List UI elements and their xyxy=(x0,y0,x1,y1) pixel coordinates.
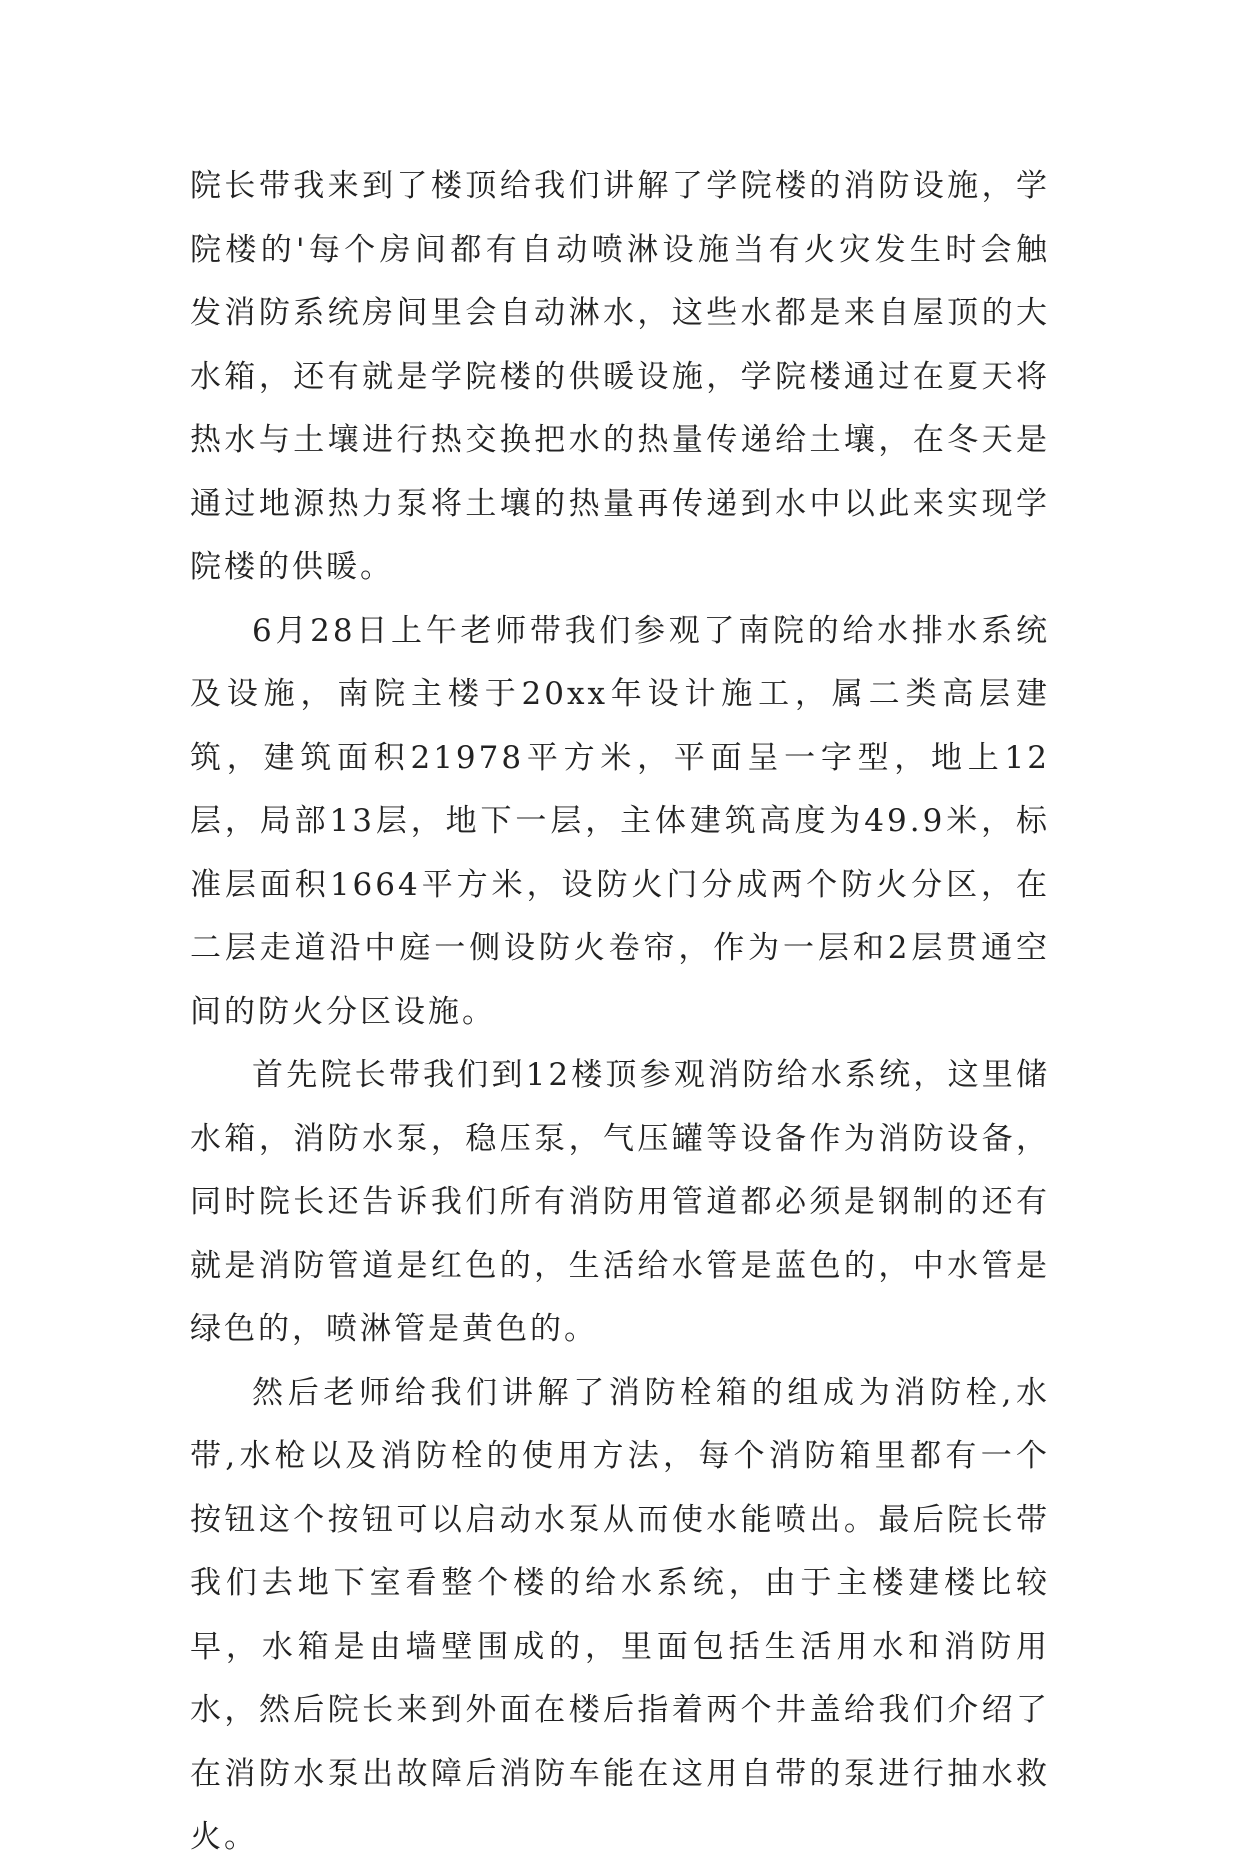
paragraph-fire-water-system: 首先院长带我们到12楼顶参观消防给水系统，这里储水箱，消防水泵，稳压泵，气压罐等设备作为消防设备，同时院长还告诉我们所有消防用管道都必须是钢制的还有就是消防管道是红色的，生活给水管是蓝色的，中水管是绿色的，喷淋管是黄色的。 xyxy=(190,1057,1050,1347)
document-body xyxy=(190,155,1050,1870)
paragraph-fire-facilities: 院长带我来到了楼顶给我们讲解了学院楼的消防设施，学院楼的'每个房间都有自动喷淋设施当有火灾发生时会触发消防系统房间里会自动淋水，这些水都是来自屋顶的大水箱，还有就是学院楼的供暖设施，学院楼通过在夏天将热水与土壤进行热交换把水的热量传递给土壤，在冬天是通过地源热力泵将土壤的热量再传递到水中以此来实现学院楼的供暖。 xyxy=(190,168,1050,585)
paragraph-hydrant-box: 然后老师给我们讲解了消防栓箱的组成为消防栓,水带,水枪以及消防栓的使用方法，每个消防箱里都有一个按钮这个按钮可以启动水泵从而使水能喷出。最后院长带我们去地下室看整个楼的给水系统，由于主楼建楼比较早，水箱是由墙壁围成的，里面包括生活用水和消防用水，然后院长来到外面在楼后指着两个井盖给我们介绍了在消防水泵出故障后消防车能在这用自带的泵进行抽水救火。 xyxy=(190,1374,1050,1855)
paragraph-south-campus-building: 6月28日上午老师带我们参观了南院的给水排水系统及设施，南院主楼于20xx年设计施工，属二类高层建筑，建筑面积21978平方米，平面呈一字型，地上12层，局部13层，地下一层，主体建筑高度为49.9米，标准层面积1664平方米，设防火门分成两个防火分区，在二层走道沿中庭一侧设防火卷帘，作为一层和2层贯通空间的防火分区设施。 xyxy=(190,612,1050,1030)
